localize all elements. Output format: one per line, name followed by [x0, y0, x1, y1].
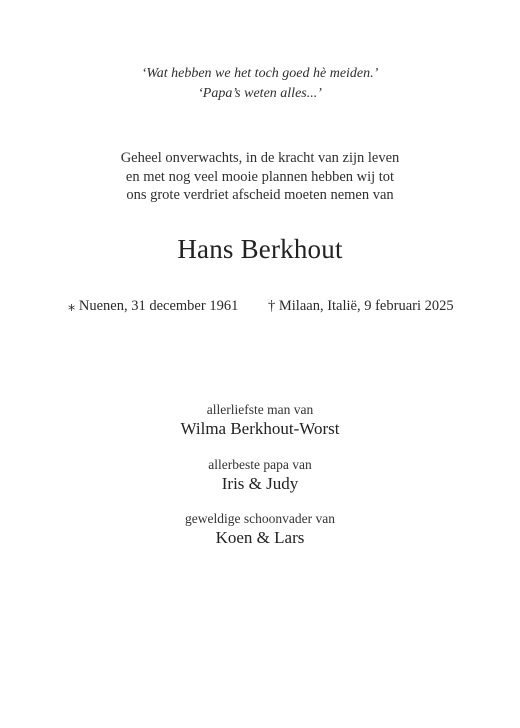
intro-line-3: ons grote verdriet afscheid moeten nemen van	[126, 187, 394, 203]
quote-block	[0, 64, 520, 104]
relation-children-in-law	[0, 510, 520, 549]
death-date: † Milaan, Italië, 9 februari 2025	[268, 298, 454, 314]
relation-label: geweldige schoonvader van	[185, 511, 335, 526]
relation-children	[0, 456, 520, 495]
intro-line-2: en met nog veel mooie plannen hebben wij tot	[125, 168, 395, 185]
deceased-name: Hans Berkhout	[177, 234, 343, 264]
relation-name: Iris & Judy	[221, 474, 299, 493]
intro-line-1: Geheel onverwachts, in de kracht van zijn leven	[120, 150, 400, 166]
relation-name: Wilma Berkhout-Worst	[180, 419, 340, 438]
relation-spouse	[0, 401, 520, 440]
relation-label: allerliefste man van	[206, 402, 314, 417]
quote-line-1: ‘Wat hebben we het toch goed hè meiden.’	[141, 66, 379, 81]
dates-row	[0, 296, 520, 316]
birth-date: ⁎ Nuenen, 31 december 1961	[68, 298, 239, 314]
relation-label: allerbeste papa van	[208, 457, 312, 472]
quote-line-2: ‘Papa’s weten alles...’	[198, 86, 322, 101]
intro-text	[0, 149, 520, 205]
relation-name: Koen & Lars	[215, 528, 305, 547]
